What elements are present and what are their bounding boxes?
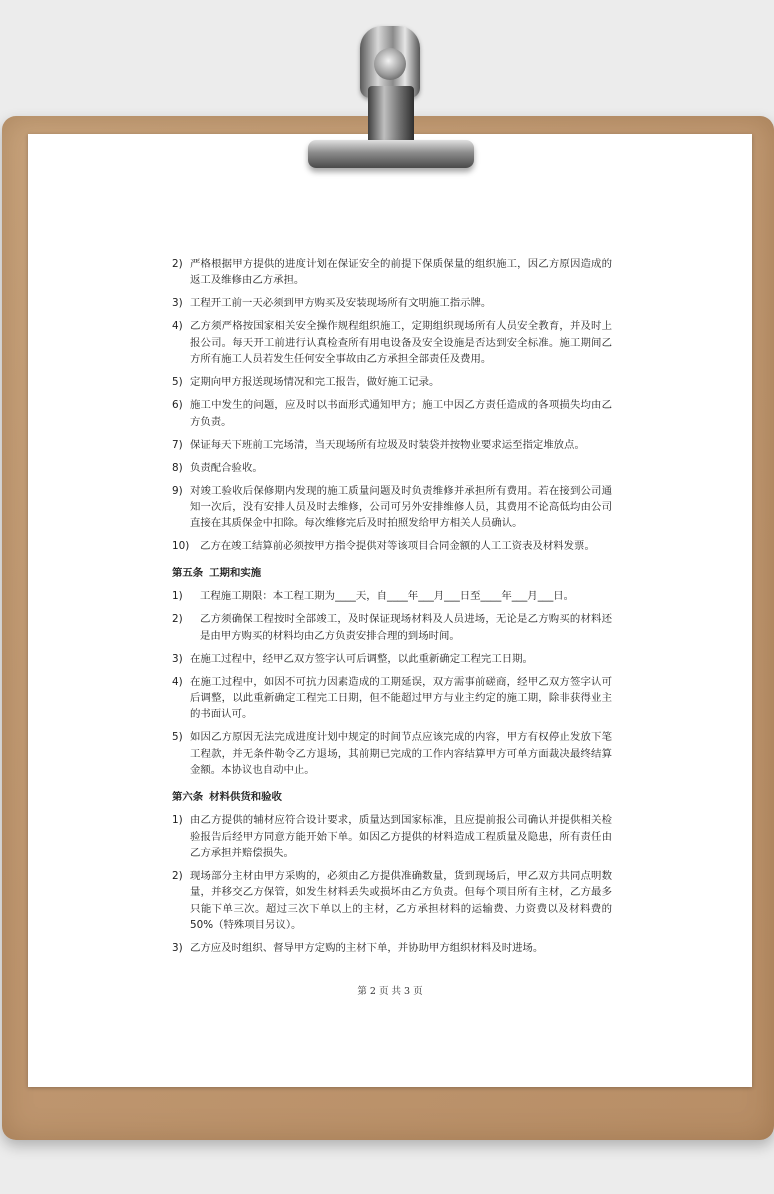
item-text: 负责配合验收。 <box>190 461 263 474</box>
item-text: 施工中发生的问题，应及时以书面形式通知甲方；施工中因乙方责任造成的各项损失均由乙方负责。 <box>190 399 612 428</box>
list-item <box>172 940 612 956</box>
item-number: 3) <box>172 297 183 310</box>
list-item <box>172 483 612 532</box>
document-body <box>172 256 612 963</box>
list-item <box>172 868 612 934</box>
list-item <box>172 295 612 311</box>
item-text: 在施工过程中，如因不可抗力因素造成的工期延误，双方需事前磋商，经甲乙双方签字认可后调整，以此重新确定工程完工日期，但不能超过甲方与业主约定的施工期，除非获得业主的书面认可。 <box>190 675 612 721</box>
list-item <box>172 318 612 367</box>
section-title: 材料供货和验收 <box>209 790 282 803</box>
list-item <box>172 651 612 667</box>
item-text: 保证每天下班前工完场清，当天现场所有垃圾及时装袋并按物业要求运至指定堆放点。 <box>190 438 585 451</box>
section-title: 工期和实施 <box>209 566 262 579</box>
item-text: 乙方须确保工程按时全部竣工，及时保证现场材料及人员进场，无论是乙方购买的材料还是由甲方购买的材料均由乙方负责安排合理的到场时间。 <box>200 613 612 642</box>
item-number: 5) <box>172 731 183 744</box>
clip-bar <box>308 140 474 168</box>
item-text: 对竣工验收后保修期内发现的施工质量问题及时负责维修并承担所有费用。若在接到公司通知一次后，没有安排人员及时去维修，公司可另外安排维修人员，其费用不论高低均由公司直接在其质保金中扣除。每次维修完后及时拍照发给甲方相关人员确认。 <box>190 484 612 530</box>
item-number: 2) <box>172 258 183 270</box>
item-number: 3) <box>172 652 183 665</box>
item-number: 6) <box>172 399 183 412</box>
item-number: 1) <box>172 590 183 603</box>
item-text: 在施工过程中，经甲乙双方签字认可后调整，以此重新确定工程完工日期。 <box>190 652 533 665</box>
list-item <box>172 538 612 554</box>
item-text: 定期向甲方报送现场情况和完工报告，做好施工记录。 <box>190 376 440 389</box>
item-number: 2) <box>172 869 183 882</box>
list-item <box>172 437 612 453</box>
item-text: 工程开工前一天必须到甲方购买及安装现场所有文明施工指示牌。 <box>190 297 492 310</box>
item-number: 4) <box>172 320 183 333</box>
list-item <box>172 374 612 390</box>
section-number: 第五条 <box>172 566 204 579</box>
binder-clip-icon <box>308 26 474 174</box>
list-item <box>172 611 612 644</box>
item-number: 10) <box>172 540 190 553</box>
list-item <box>172 588 612 604</box>
list-item <box>172 256 612 289</box>
item-text: 由乙方提供的辅材应符合设计要求，质量达到国家标准，且应提前报公司确认并提供相关检验报告后经甲方同意方能开始下单。如因乙方提供的材料造成工程质量及隐患，所有责任由乙方承担并赔偿损失。 <box>190 814 612 859</box>
list-item <box>172 397 612 430</box>
item-number: 2) <box>172 613 183 626</box>
item-number: 5) <box>172 376 183 389</box>
section-heading <box>172 565 612 581</box>
item-number: 1) <box>172 814 183 827</box>
item-text: 乙方须严格按国家相关安全操作规程组织施工，定期组织现场所有人员安全教育，并及时上报公司。每天开工前进行认真检查所有用电设备及安全设施是否达到安全标准。施工期间乙方所有施工人员若发生任何安全事故由乙方承担全部责任及费用。 <box>190 320 612 366</box>
list-item <box>172 729 612 778</box>
section-number: 第六条 <box>172 790 204 803</box>
list-item <box>172 674 612 723</box>
item-text: 工程施工期限：本工程工期为____天，自____年___月___日至____年___月___日。 <box>200 590 575 603</box>
item-text: 严格根据甲方提供的进度计划在保证安全的前提下保质保量的组织施工，因乙方原因造成的返工及维修由乙方承担。 <box>190 258 612 287</box>
item-number: 9) <box>172 484 183 497</box>
list-item <box>172 812 612 861</box>
item-number: 4) <box>172 675 183 688</box>
item-number: 3) <box>172 942 183 955</box>
list-item <box>172 460 612 476</box>
clip-hole <box>374 48 406 80</box>
section-heading <box>172 789 612 805</box>
item-text: 乙方在竣工结算前必须按甲方指令提供对等该项目合同金额的人工工资表及材料发票。 <box>200 540 595 553</box>
item-text: 如因乙方原因无法完成进度计划中规定的时间节点应该完成的内容，甲方有权停止发放下笔工程款，并无条件勒令乙方退场，其前期已完成的工作内容结算甲方可单方面裁决最终结算金额。本协议也自动中止。 <box>190 731 612 777</box>
item-number: 8) <box>172 461 183 474</box>
item-number: 7) <box>172 438 183 451</box>
item-text: 乙方应及时组织、督导甲方定购的主材下单，并协助甲方组织材料及时进场。 <box>190 942 544 955</box>
item-text: 现场部分主材由甲方采购的，必须由乙方提供准确数量，货到现场后，甲乙双方共同点明数量，并移交乙方保管，如发生材料丢失或损坏由乙方负责。但每个项目所有主材，乙方最多只能下单三次。超过三次下单以上的主材，乙方承担材料的运输费、力资费以及材料费的 50%（特殊项目另议）。 <box>190 869 612 932</box>
page-number-footer: 第 2 页 共 3 页 <box>357 986 423 997</box>
